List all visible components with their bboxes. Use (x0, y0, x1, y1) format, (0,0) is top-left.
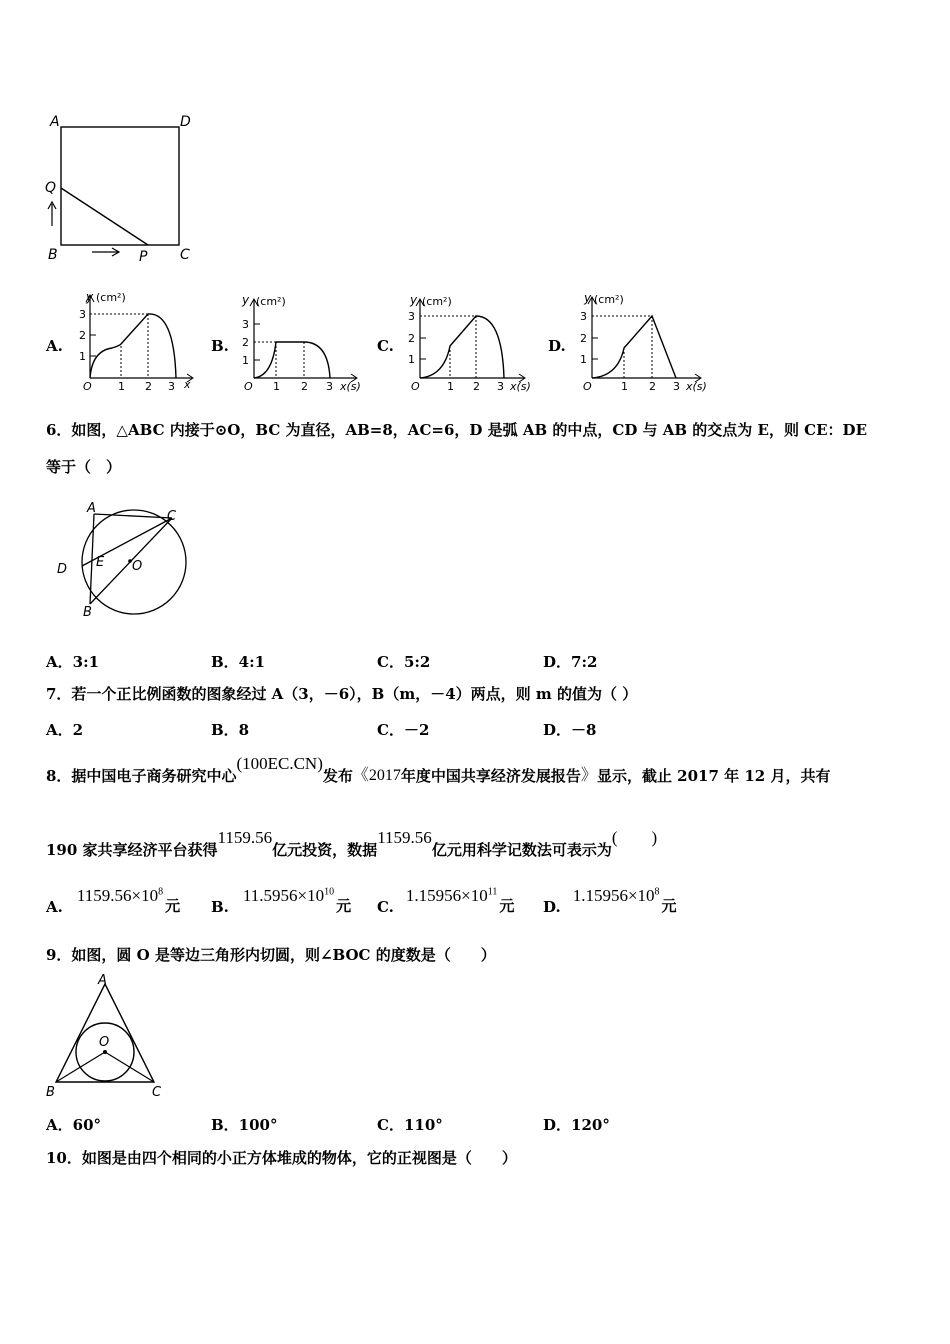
label-d: D (180, 114, 191, 130)
svg-text:E: E (96, 555, 105, 570)
svg-text:3: 3 (79, 308, 86, 321)
svg-text:y: y (410, 293, 418, 307)
svg-text:1: 1 (79, 350, 86, 363)
svg-text:B: B (83, 605, 92, 620)
svg-text:y: y (584, 291, 592, 305)
svg-text:x(s): x(s) (686, 380, 707, 393)
q8-option-d: D. $1.15956\times 10^8$ 元 (543, 886, 677, 916)
q9-option-a: A．60° (46, 1116, 102, 1134)
svg-text:A: A (87, 501, 96, 516)
q5-option-b-letter: B. (211, 337, 229, 355)
svg-text:A: A (98, 973, 107, 988)
svg-text:O: O (99, 1035, 110, 1050)
svg-text:y: y (86, 290, 94, 304)
q7-text: 7．若一个正比例函数的图象经过 A（3，－6），B（m，－4）两点，则 m 的值为（ ） (46, 685, 638, 703)
svg-text:x(s): x(s) (340, 380, 361, 393)
svg-text:O: O (83, 380, 92, 393)
svg-text:(cm²): (cm²) (256, 295, 286, 308)
svg-text:1: 1 (621, 380, 628, 393)
svg-text:3: 3 (408, 310, 415, 323)
svg-text:(cm²): (cm²) (594, 293, 624, 306)
q8-option-b: B. $11.5956\times 10^{10}$ 元 (211, 886, 352, 916)
q5-graph-c (400, 286, 540, 396)
q6-option-d: D．7:2 (543, 653, 598, 671)
q8-option-c: C. $1.15956\times 10^{11}$ 元 (377, 886, 515, 916)
q5-option-c-letter: C. (377, 337, 394, 355)
q6-text-line2: 等于（ ） (46, 458, 122, 476)
svg-text:2: 2 (473, 380, 480, 393)
svg-text:3: 3 (673, 380, 680, 393)
svg-text:1: 1 (242, 354, 249, 367)
q7-option-b: B．8 (211, 721, 250, 739)
svg-text:(cm²): (cm²) (96, 291, 126, 304)
svg-text:y: y (242, 293, 250, 307)
q8-line2: 190 家共享经济平台获得 1159.56 亿元投资，数据 1159.56 亿元用科学记数法可表示为 ( ) (46, 828, 658, 859)
svg-text:C: C (167, 509, 177, 524)
svg-text:D: D (57, 562, 68, 577)
q9-option-d: D．120° (543, 1116, 610, 1134)
svg-text:3: 3 (580, 310, 587, 323)
q10-text: 10．如图是由四个相同的小正方体堆成的物体，它的正视图是（ ） (46, 1149, 517, 1167)
q7-option-c: C．－2 (377, 721, 430, 739)
svg-text:2: 2 (408, 332, 415, 345)
svg-text:C: C (152, 1085, 162, 1100)
svg-text:O: O (132, 559, 143, 574)
svg-text:2: 2 (580, 332, 587, 345)
q9-option-c: C．110° (377, 1116, 443, 1134)
q9-option-b: B．100° (211, 1116, 278, 1134)
q9-text: 9．如图，圆 O 是等边三角形内切圆，则∠BOC 的度数是（ ） (46, 946, 496, 964)
svg-text:3: 3 (326, 380, 333, 393)
q8-options (46, 884, 906, 920)
svg-text:2: 2 (79, 329, 86, 342)
label-p: P (139, 249, 148, 265)
label-c: C (180, 247, 190, 263)
label-q: Q (45, 180, 57, 196)
q6-option-a: A．3:1 (46, 653, 100, 671)
svg-text:2: 2 (145, 380, 152, 393)
svg-text:O: O (411, 380, 420, 393)
svg-text:B: B (46, 1085, 55, 1100)
svg-text:3: 3 (242, 318, 249, 331)
svg-text:1: 1 (118, 380, 125, 393)
svg-text:O: O (583, 380, 592, 393)
svg-text:x: x (184, 378, 191, 391)
svg-text:O: O (244, 380, 253, 393)
q6-option-b: B．4:1 (211, 653, 266, 671)
label-a: A (50, 114, 60, 130)
svg-text:1: 1 (580, 353, 587, 366)
svg-text:1: 1 (273, 380, 280, 393)
svg-text:2: 2 (301, 380, 308, 393)
q5-graph-b (232, 286, 372, 396)
svg-text:2: 2 (649, 380, 656, 393)
q9-triangle-figure (42, 972, 172, 1102)
q7-option-d: D．－8 (543, 721, 597, 739)
q6-option-c: C．5:2 (377, 653, 431, 671)
q5-graph-d (572, 286, 717, 396)
q7-option-a: A．2 (46, 721, 84, 739)
q5-graph-a (72, 286, 202, 396)
q8-option-a: A. $1159.56\times 10^8$ 元 (46, 886, 181, 916)
q6-text-line1: 6．如图，△ABC 内接于⊙O，BC 为直径，AB=8，AC=6，D 是弧 AB 的中点，CD 与 AB 的交点为 E，则 CE：DE (46, 421, 867, 439)
q8-line1: 8．据中国电子商务研究中心 (100EC.CN) 发布 《2017 年度中国共享经济发展报告 》 显示，截止 2017 年 12 月，共有 (46, 754, 831, 785)
svg-text:(cm²): (cm²) (422, 295, 452, 308)
q6-circle-figure (50, 500, 200, 625)
svg-text:x(s): x(s) (510, 380, 531, 393)
q5-option-a-letter: A. (46, 337, 63, 355)
q5-option-d-letter: D. (548, 337, 566, 355)
svg-text:3: 3 (168, 380, 175, 393)
q5-square-figure (40, 108, 210, 268)
svg-text:3: 3 (497, 380, 504, 393)
svg-text:2: 2 (242, 336, 249, 349)
svg-text:1: 1 (408, 353, 415, 366)
label-b: B (48, 247, 58, 263)
svg-text:1: 1 (447, 380, 454, 393)
